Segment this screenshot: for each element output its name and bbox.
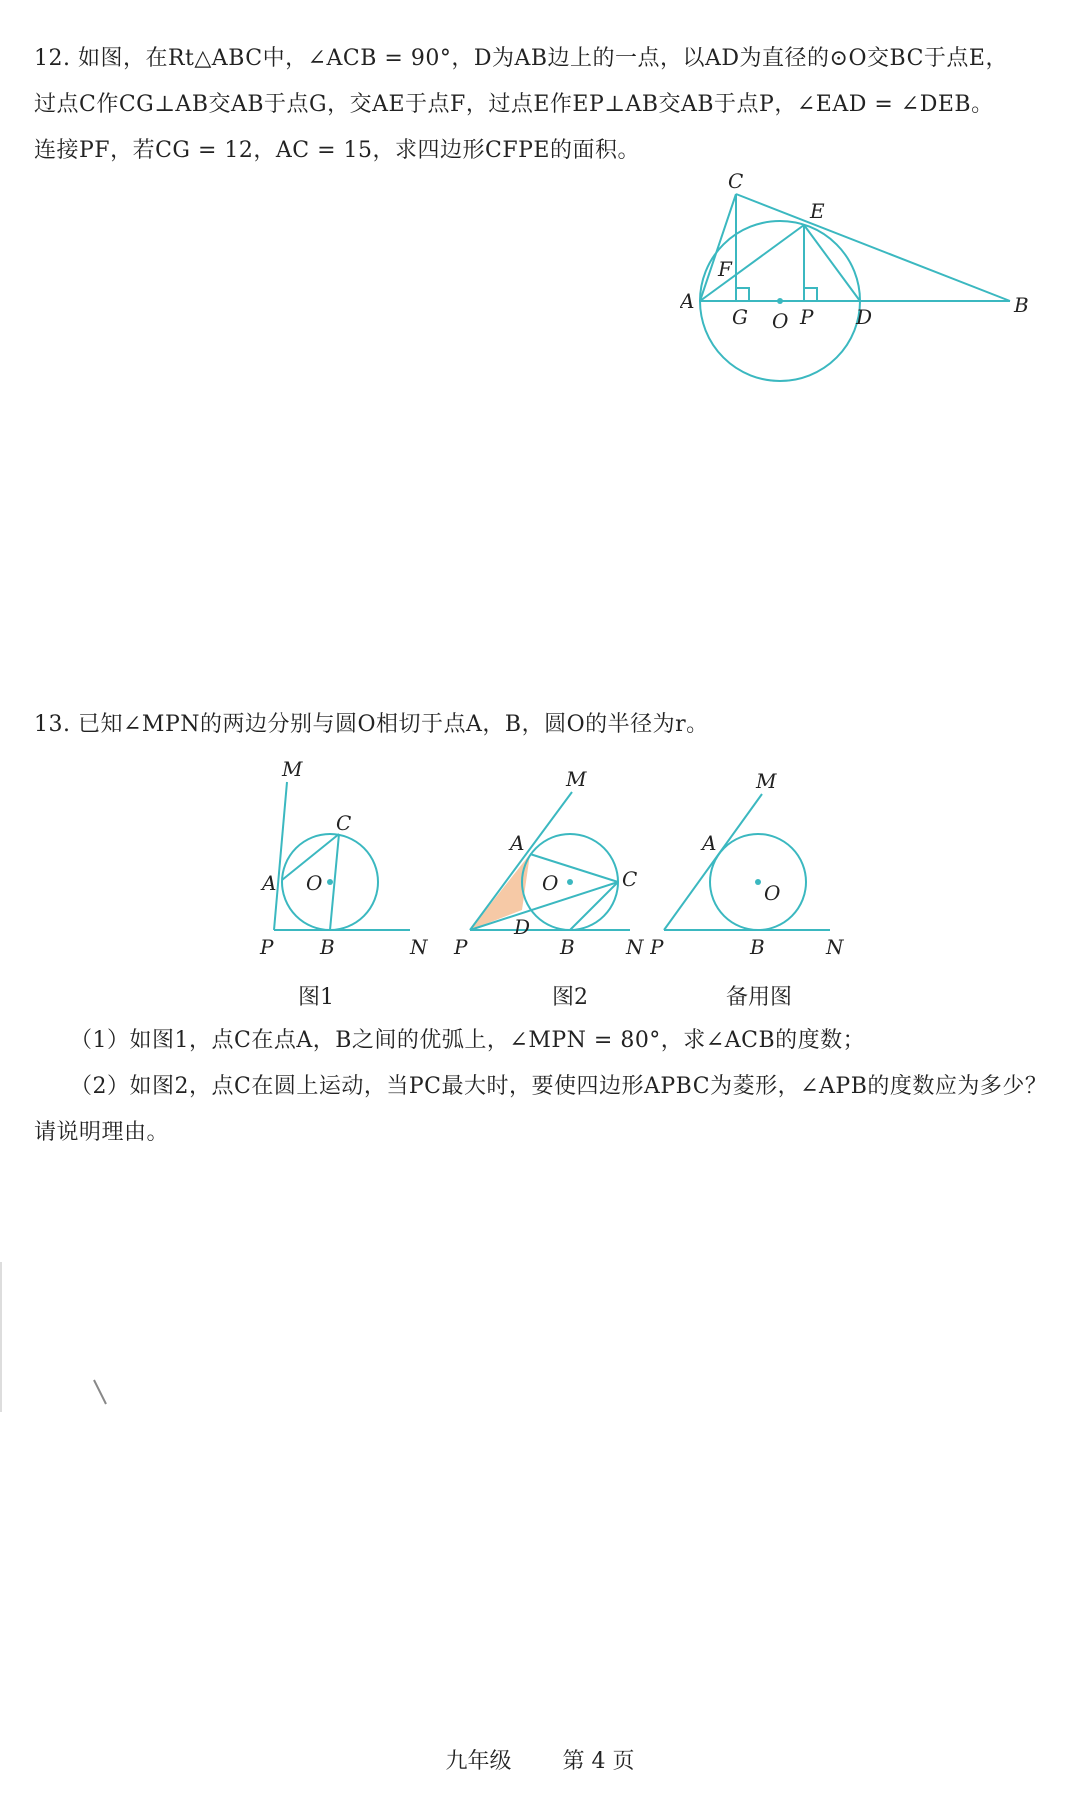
fig2-label-O: O: [542, 871, 559, 895]
q13-figure-2: [450, 750, 650, 970]
fig2-label-P: P: [454, 935, 468, 959]
question-13: [34, 702, 1054, 748]
fig3-label-P: P: [650, 935, 664, 959]
pen-mark: [92, 1378, 112, 1412]
fig1-label-M: M: [282, 757, 303, 781]
q13-part-2: （2）如图2，点C在圆上运动，当PC最大时，要使四边形APBC为菱形，∠APB的度数应为多少？: [70, 1074, 1048, 1099]
label-E: E: [810, 199, 825, 223]
label-O: O: [772, 309, 789, 333]
fig1-label-O: O: [306, 871, 323, 895]
q13-figure-1: [250, 750, 430, 970]
fig2-label-A: A: [510, 831, 525, 855]
label-D: D: [856, 305, 873, 329]
label-P: P: [800, 305, 814, 329]
q12-line-1: 12. 如图，在Rt△ABC中，∠ACB = 90°，D为AB边上的一点，以AD为直径的⊙O交BC于点E，: [34, 46, 1008, 71]
fig3-label-O: O: [764, 881, 781, 905]
fig2-label-D: D: [514, 915, 531, 939]
scan-edge-mark: [0, 1262, 4, 1416]
q13-line-1: 13. 已知∠MPN的两边分别与圆O相切于点A，B，圆O的半径为r。: [34, 712, 709, 737]
fig1-label-P: P: [260, 935, 274, 959]
q13-part-2-cont: 请说明理由。: [34, 1120, 170, 1145]
page-footer: [0, 1744, 1080, 1775]
fig3-caption: 备用图: [726, 985, 793, 1010]
q13-part-1: （1）如图1，点C在点A，B之间的优弧上，∠MPN = 80°，求∠ACB的度数；: [70, 1028, 866, 1053]
footer-page-number: 第 4 页: [562, 1749, 635, 1774]
fig2-label-B: B: [560, 935, 575, 959]
fig3-label-M: M: [756, 769, 777, 793]
fig3-label-B: B: [750, 935, 765, 959]
q13-figure-backup: [650, 750, 850, 970]
fig1-label-C: C: [336, 811, 352, 835]
fig1-label-B: B: [320, 935, 335, 959]
q12-line-3: 连接PF，若CG = 12，AC = 15，求四边形CFPE的面积。: [34, 138, 640, 163]
fig2-caption: 图2: [552, 985, 588, 1010]
label-A: A: [680, 289, 695, 313]
fig2-label-N: N: [626, 935, 644, 959]
fig1-label-N: N: [410, 935, 428, 959]
q12-line-2: 过点C作CG⊥AB交AB于点G，交AE于点F，过点E作EP⊥AB交AB于点P，∠EAD = ∠DEB。: [34, 92, 994, 117]
label-G: G: [732, 305, 748, 329]
fig1-caption: 图1: [298, 985, 334, 1010]
label-B: B: [1014, 293, 1029, 317]
fig3-label-A: A: [702, 831, 717, 855]
label-F: F: [718, 257, 732, 281]
label-C: C: [728, 170, 744, 193]
q12-figure: [680, 170, 1040, 390]
fig3-label-N: N: [826, 935, 844, 959]
question-12: [34, 36, 1054, 174]
question-13-parts: [34, 1018, 1054, 1156]
fig2-label-M: M: [566, 767, 587, 791]
fig2-label-C: C: [622, 867, 638, 891]
footer-grade: 九年级: [445, 1749, 512, 1774]
fig1-label-A: A: [262, 871, 277, 895]
